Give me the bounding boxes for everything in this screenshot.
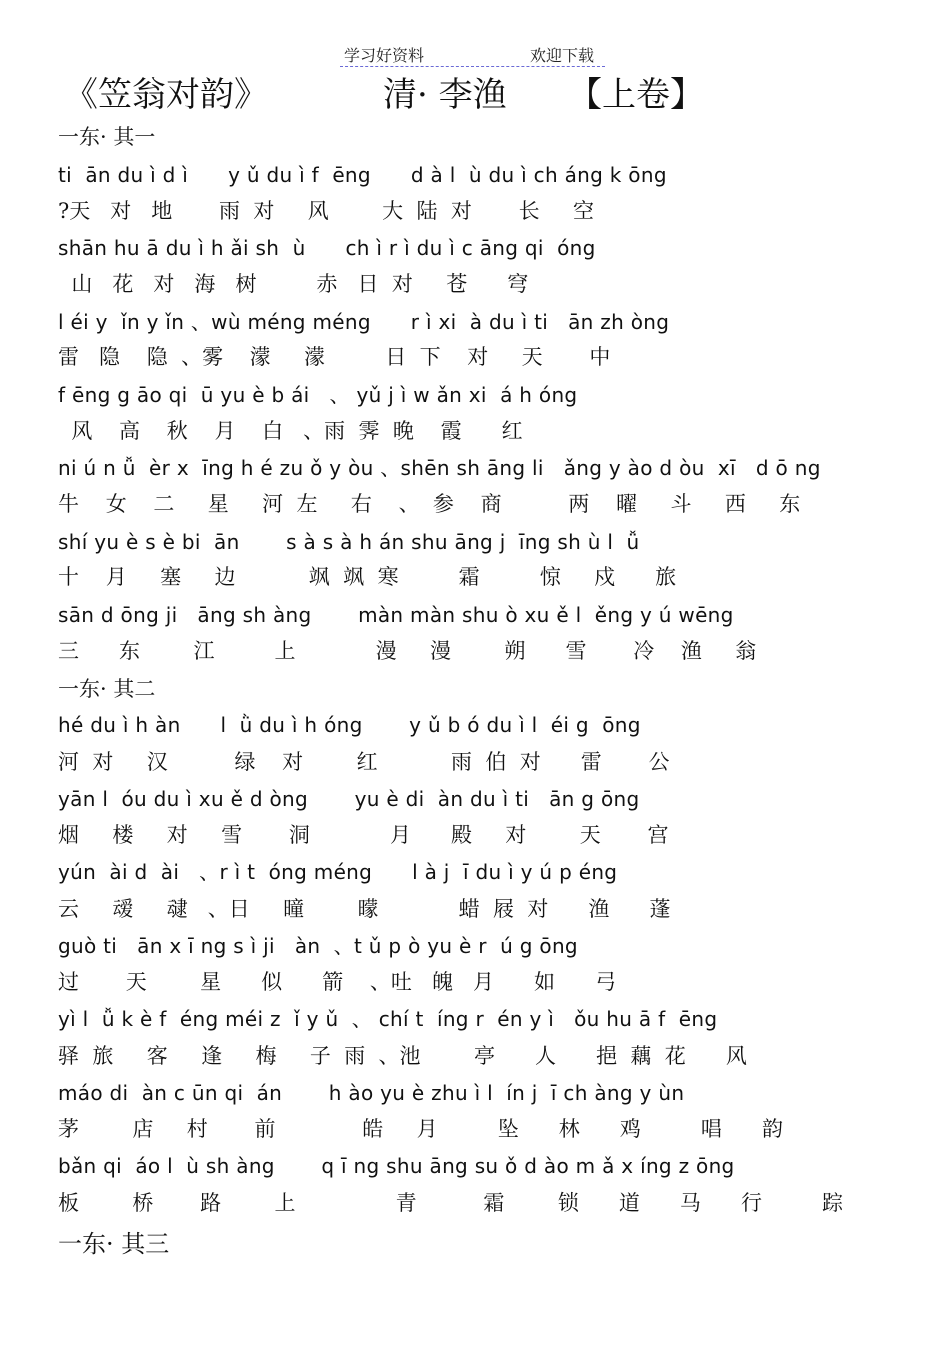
header-right-text: 欢迎下载 xyxy=(530,46,595,65)
pinyin-line: yì l ǚ k è f éng méi z ǐ y ǔ 、 chí t íng r én y ì ǒu hu ā f ēng xyxy=(58,1007,718,1031)
hanzi-line: 雷 隐 隐 、雾 濛 濛 日 下 对 天 中 xyxy=(58,345,611,369)
author: 清· 李渔 xyxy=(383,75,507,115)
pinyin-line: guò ti ān x ī ng s ì ji àn 、t ǔ p ò yu è r ú g ōng xyxy=(58,934,578,958)
hanzi-line: 驿 旅 客 逢 梅 子 雨 、池 亭 人 挹 藕 花 风 xyxy=(58,1044,747,1068)
pinyin-line: shān hu ā du ì h ǎi sh ù ch ì r ì du ì c āng qi óng xyxy=(58,236,596,260)
hanzi-line: 风 高 秋 月 白 、雨 霁 晚 霞 红 xyxy=(58,419,523,443)
pinyin-line: ni ú n ǚ èr x īng h é zu ǒ y òu 、shēn sh āng li ǎng y ào d òu xī d ō ng xyxy=(58,456,821,480)
pinyin-line: l éi y ǐn y ǐn 、wù méng méng r ì xi à du ì ti ān zh òng xyxy=(58,310,670,334)
section-heading: 一东· 其一 xyxy=(58,125,156,149)
hanzi-line: ?天 对 地 雨 对 风 大 陆 对 长 空 xyxy=(58,199,594,223)
hanzi-line: 烟 楼 对 雪 洞 月 殿 对 天 宫 xyxy=(58,823,669,847)
section-heading: 一东· 其二 xyxy=(58,677,156,701)
pinyin-line: ti ān du ì d ì y ǔ du ì f ēng d à l ù du ì ch áng k ōng xyxy=(58,163,667,187)
pinyin-line: máo di àn c ūn qi án h ào yu è zhu ì l ín j ī ch àng y ùn xyxy=(58,1081,685,1105)
book-title: 《笠翁对韵》 xyxy=(64,75,268,115)
pinyin-line: sān d ōng ji āng sh àng màn màn shu ò xu ě l ěng y ú wēng xyxy=(58,603,734,627)
hanzi-line: 云 叆 叇 、日 曈 曚 蜡 屐 对 渔 蓬 xyxy=(58,897,671,921)
hanzi-line: 牛 女 二 星 河 左 右 、 参 商 两 曜 斗 西 东 xyxy=(58,492,801,516)
pinyin-line: yún ài d ài 、r ì t óng méng l à j ī du ì y ú p éng xyxy=(58,860,618,884)
hanzi-line: 河 对 汉 绿 对 红 雨 伯 对 雷 公 xyxy=(58,750,670,774)
pinyin-line: bǎn qi áo l ù sh àng q ī ng shu āng su ǒ d ào m ǎ x íng z ōng xyxy=(58,1154,735,1178)
pinyin-line: f ēng g āo qi ū yu è b ái 、 yǔ j ì w ǎn xi á h óng xyxy=(58,383,578,407)
section-heading: 一东· 其三 xyxy=(58,1230,170,1258)
hanzi-line: 山 花 对 海 树 赤 日 对 苍 穹 xyxy=(58,272,529,296)
pinyin-line: shí yu è s è bi ān s à s à h án shu āng j īng sh ù l ǚ xyxy=(58,530,640,554)
hanzi-line: 三 东 江 上 漫 漫 朔 雪 冷 渔 翁 xyxy=(58,639,757,663)
hanzi-line: 十 月 塞 边 飒 飒 寒 霜 惊 戍 旅 xyxy=(58,565,677,589)
header-left-text: 学习好资料 xyxy=(344,46,425,65)
pinyin-line: yān l óu du ì xu ě d òng yu è di àn du ì ti ān g ōng xyxy=(58,787,640,811)
hanzi-line: 板 桥 路 上 青 霜 锁 道 马 行 踪 xyxy=(58,1191,844,1215)
pinyin-line: hé du ì h àn l ǜ du ì h óng y ǔ b ó du ì l éi g ōng xyxy=(58,713,641,737)
volume-label: 【上卷】 xyxy=(568,75,704,115)
hanzi-line: 过 天 星 似 箭 、吐 魄 月 如 弓 xyxy=(58,970,617,994)
hanzi-line: 茅 店 村 前 皓 月 坠 林 鸡 唱 韵 xyxy=(58,1117,783,1141)
page-header xyxy=(340,40,605,67)
